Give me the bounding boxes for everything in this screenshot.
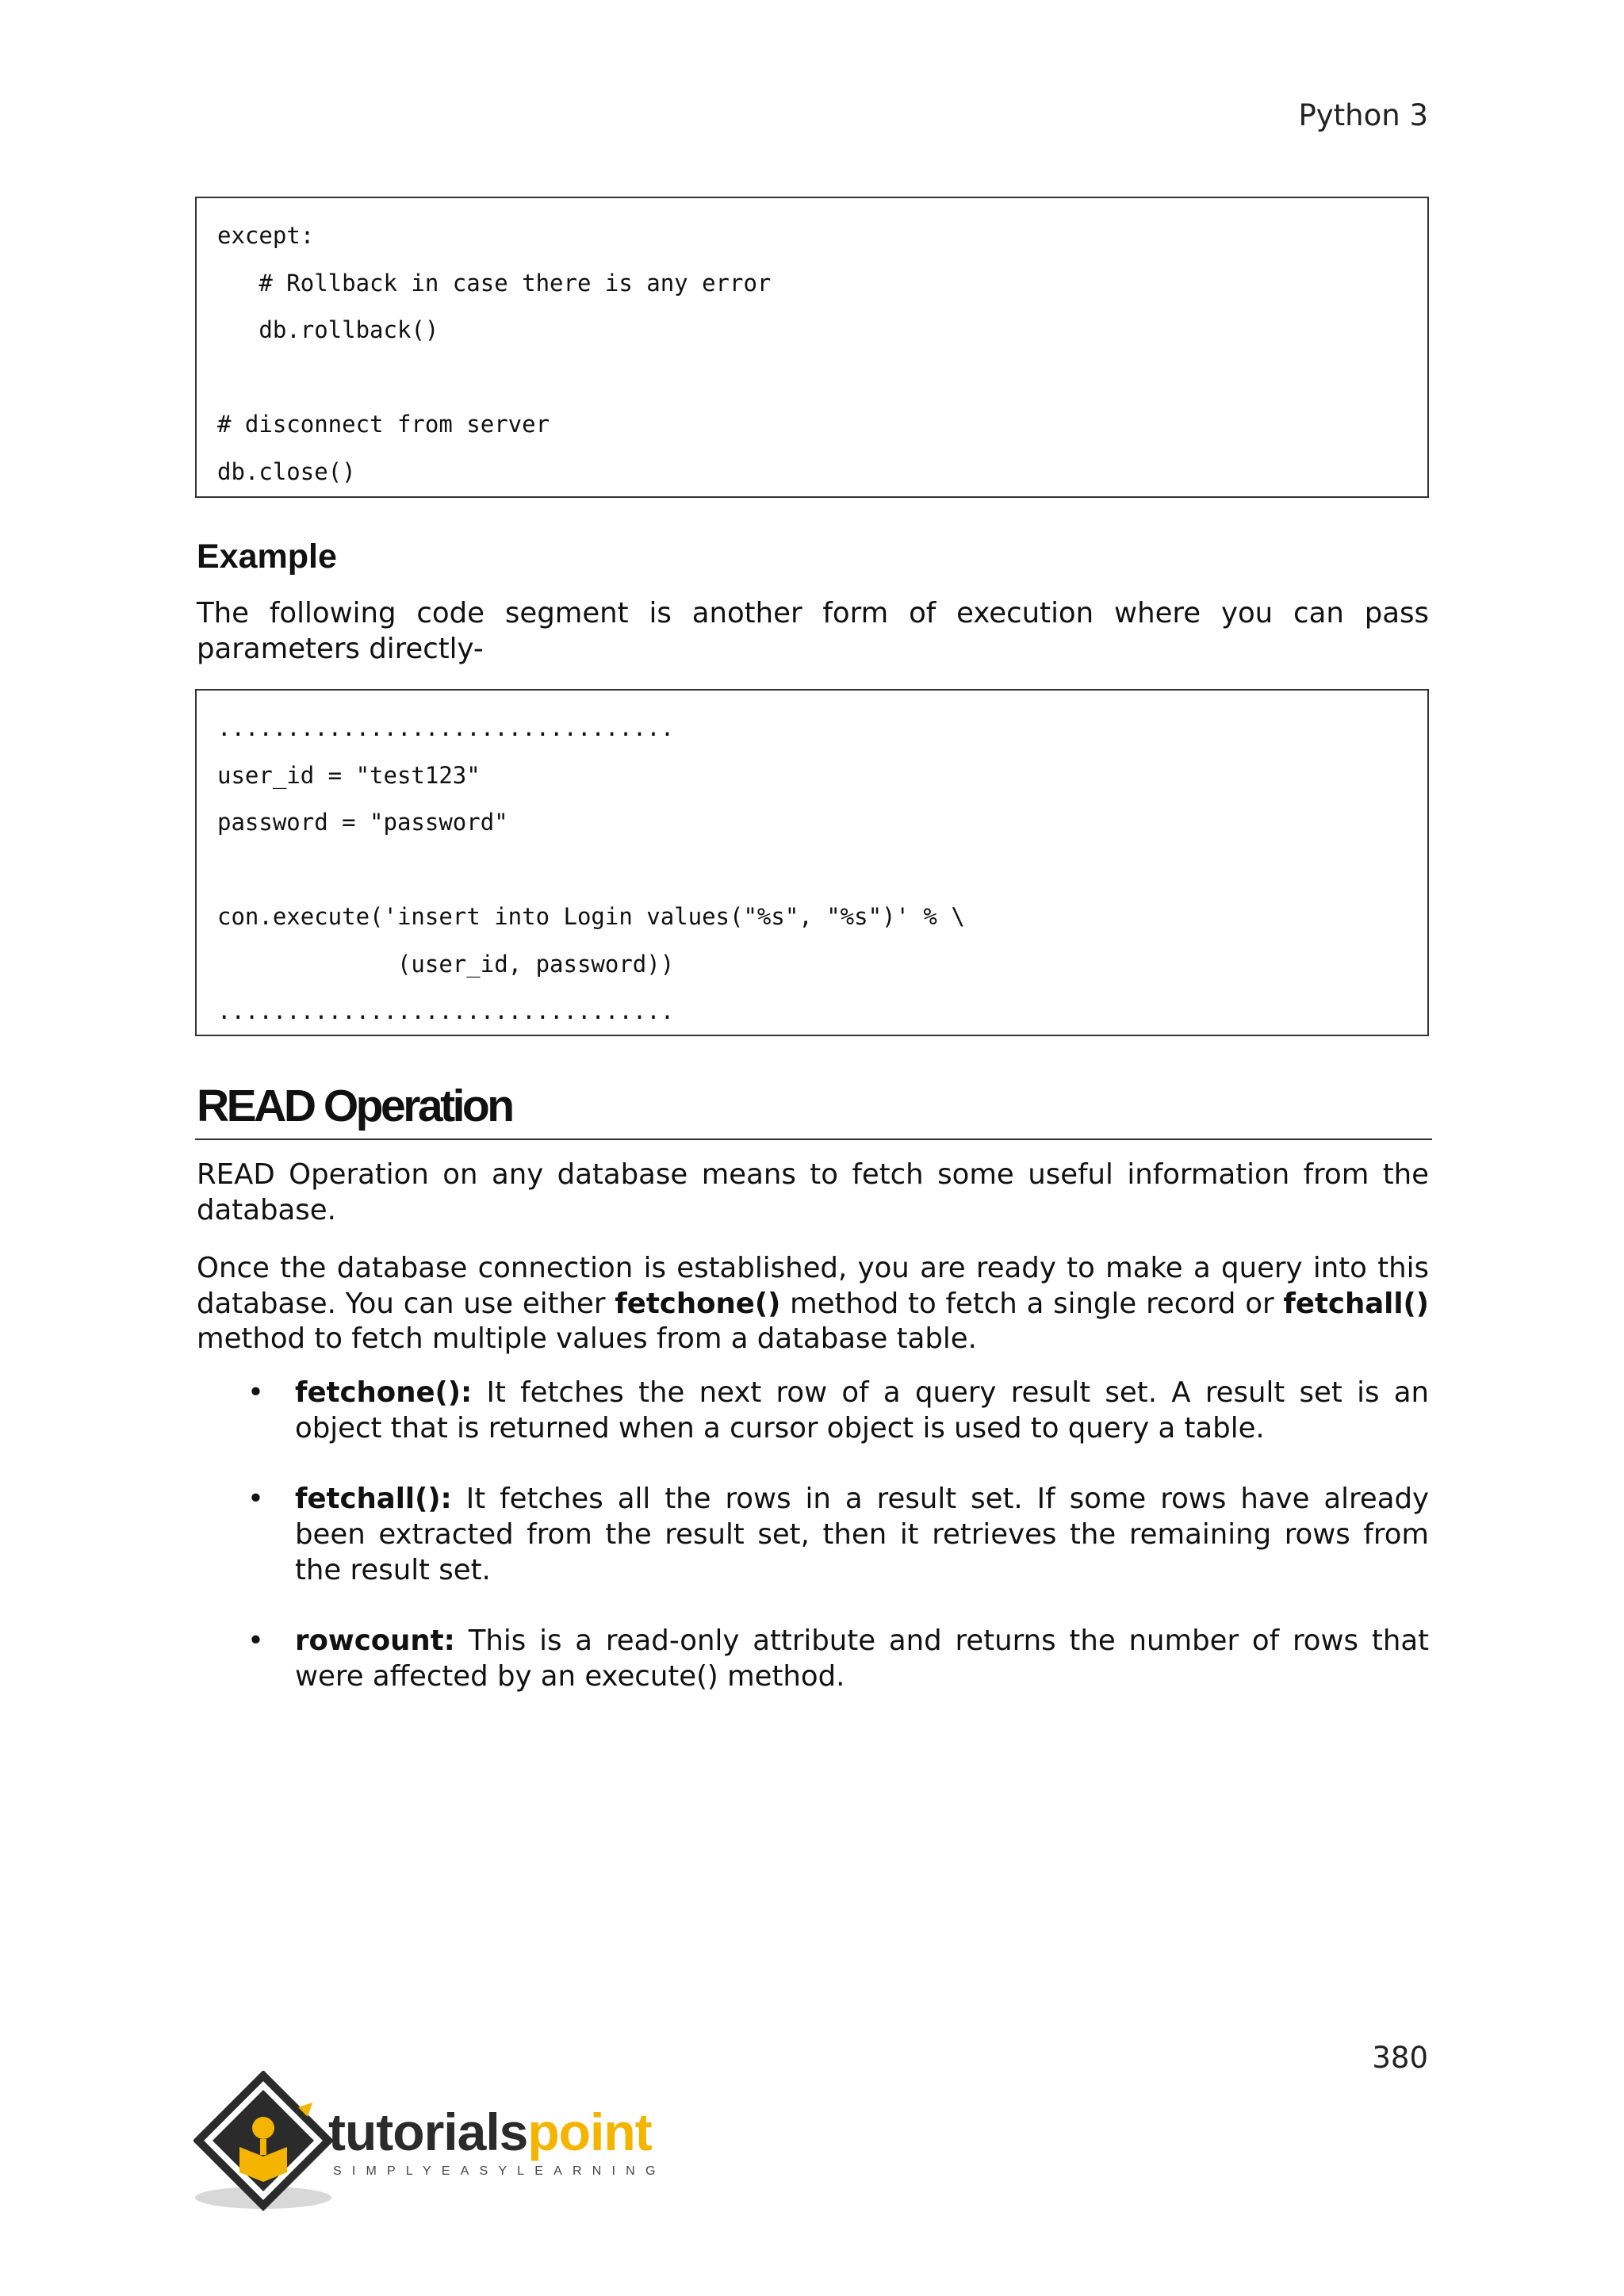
code-line: con.execute('insert into Login values("%s", "%s")' % \ xyxy=(217,903,965,930)
code-line: db.close() xyxy=(217,457,356,485)
bullet-term: fetchall(): xyxy=(295,1483,452,1515)
list-item-fetchall xyxy=(197,1481,1429,1588)
code-block-rollback xyxy=(195,197,1429,498)
code-line xyxy=(217,354,1427,402)
code-line: # Rollback in case there is any error xyxy=(217,269,772,297)
fetchone-term: fetchone() xyxy=(615,1287,781,1320)
code-line: password = "password" xyxy=(217,809,508,836)
bullet-icon: • xyxy=(247,1376,264,1409)
example-paragraph: The following code segment is another form of execution where you can pass parameters directly- xyxy=(197,597,1429,665)
code-line: db.rollback() xyxy=(217,316,439,343)
list-item-fetchone xyxy=(197,1375,1429,1446)
fetchall-term: fetchall() xyxy=(1283,1287,1429,1320)
logo-text-part: point xyxy=(527,2103,652,2161)
list-item-rowcount xyxy=(197,1623,1429,1694)
section-divider xyxy=(195,1138,1432,1140)
page-number: 380 xyxy=(1372,2041,1428,2075)
bullet-icon: • xyxy=(247,1624,264,1657)
bullet-term: fetchone(): xyxy=(295,1376,473,1409)
text-run: Once the database connection is established, you are ready to make a query into this database. You can use either xyxy=(197,1252,1429,1320)
code-line: # disconnect from server xyxy=(217,411,550,438)
text-run: method to fetch a single record or xyxy=(780,1287,1284,1320)
bullet-text: This is a read-only attribute and returns the number of rows that were affected by an execute() method. xyxy=(295,1624,1429,1693)
section-heading-read-operation: READ Operation xyxy=(197,1081,512,1131)
tutorialspoint-logo xyxy=(193,2071,666,2214)
bullet-text: It fetches all the rows in a result set. If some rows have already been extracted from the result set, then it retrieves the remaining rows from the result set. xyxy=(295,1483,1429,1586)
code-line: user_id = "test123" xyxy=(217,761,481,789)
code-line: ................................. xyxy=(217,997,675,1024)
header-title: Python 3 xyxy=(1298,98,1428,132)
text-run: method to fetch multiple values from a database table. xyxy=(197,1322,977,1355)
read-methods-paragraph xyxy=(197,1251,1429,1357)
logo-wordmark xyxy=(328,2103,652,2161)
methods-bullet-list xyxy=(197,1375,1429,1729)
bullet-text: It fetches the next row of a query result set. A result set is an object that is returned when a cursor object is used to query a table. xyxy=(295,1376,1429,1445)
example-heading: Example xyxy=(197,538,337,576)
code-line: except: xyxy=(217,222,315,249)
code-block-execute xyxy=(195,689,1429,1036)
code-line: ................................. xyxy=(217,714,675,741)
logo-text-part: tutorials xyxy=(328,2103,528,2161)
code-line xyxy=(217,847,1427,894)
bullet-term: rowcount: xyxy=(295,1624,455,1657)
logo-tagline: SIMPLYEASYLEARNING xyxy=(333,2164,666,2178)
code-line: (user_id, password)) xyxy=(217,950,675,978)
read-intro-paragraph: READ Operation on any database means to fetch some useful information from the database. xyxy=(197,1158,1429,1226)
bullet-icon: • xyxy=(247,1483,264,1515)
